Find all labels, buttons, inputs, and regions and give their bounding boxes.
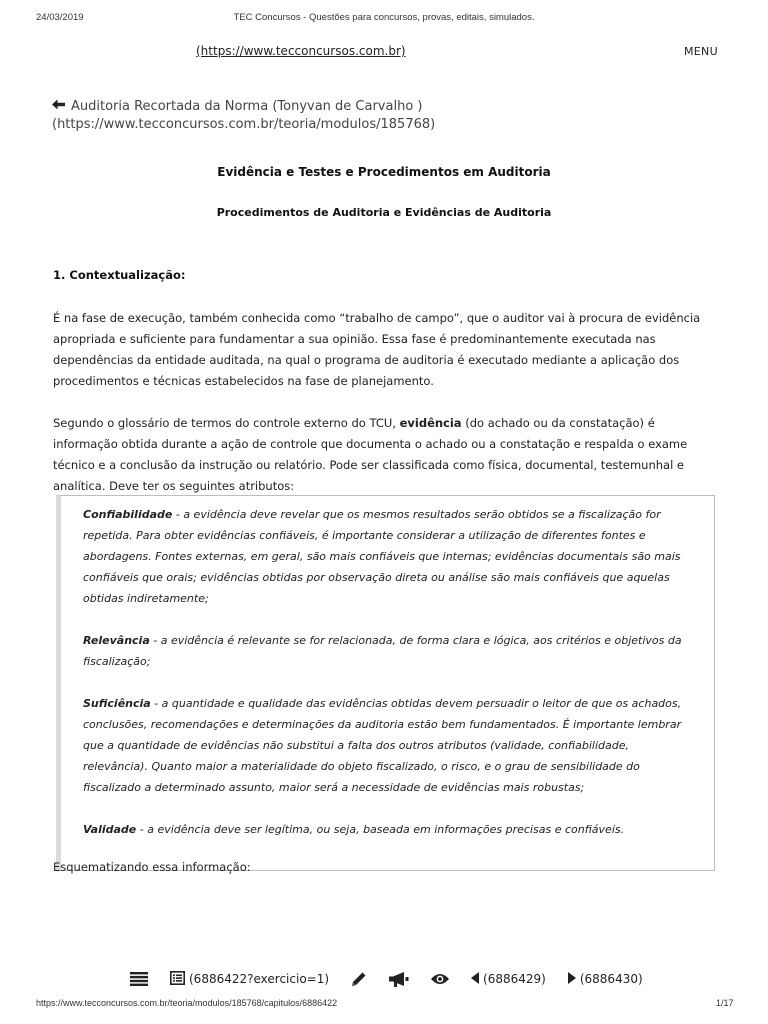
next-chapter-label[interactable]: (6886430) <box>579 972 643 986</box>
attribute-item <box>83 693 694 798</box>
breadcrumb-title[interactable]: Auditoria Recortada da Norma (Tonyvan de Carvalho ) <box>71 99 423 114</box>
paragraph-text: Segundo o glossário de termos do controle externo do TCU, <box>53 416 400 430</box>
menu-button[interactable]: MENU <box>684 45 718 58</box>
prev-chapter-link[interactable] <box>471 972 546 987</box>
attribute-term: Validade <box>83 823 137 836</box>
attribute-item <box>83 819 694 840</box>
megaphone-icon[interactable] <box>389 972 409 987</box>
attributes-blockquote <box>56 495 715 871</box>
attribute-term: Suficiência <box>83 697 151 710</box>
attribute-item <box>83 504 694 609</box>
chapter-toolbar <box>130 969 665 989</box>
attribute-term: Relevância <box>83 634 150 647</box>
list-icon[interactable] <box>130 972 148 986</box>
next-chapter-link[interactable] <box>568 972 643 987</box>
caret-left-icon[interactable] <box>471 972 479 987</box>
breadcrumb-url[interactable]: (https://www.tecconcursos.com.br/teoria/modulos/185768) <box>52 117 436 132</box>
page-title: Evidência e Testes e Procedimentos em Auditoria <box>217 165 551 179</box>
breadcrumb[interactable] <box>52 98 492 134</box>
attribute-text: - a evidência deve revelar que os mesmos resultados serão obtidos se a fiscalização for repetida. Para obter evidências confiáveis, é importante considerar a utilização de diferentes fontes e abordagens. Fontes externas, em geral, são mais confiáveis que internas; evidências documentais são mais confiáveis que orais; evidências obtidas por observação direta ou análise são mais confiáveis que aquelas obtidas indiretamente; <box>83 508 681 605</box>
attribute-text: - a evidência deve ser legítima, ou seja, baseada em informações precisas e confiáveis. <box>136 823 625 836</box>
footer-page-number: 1/17 <box>716 998 734 1008</box>
site-home-link[interactable]: (https://www.tecconcursos.com.br) <box>196 44 406 58</box>
footer-url: https://www.tecconcursos.com.br/teoria/modulos/185768/capitulos/6886422 <box>36 998 338 1008</box>
evidence-term: evidência <box>399 416 462 430</box>
pencil-icon[interactable] <box>351 971 367 987</box>
exercise-link[interactable] <box>170 971 329 988</box>
prev-chapter-label[interactable]: (6886429) <box>483 972 546 986</box>
print-header <box>0 12 768 26</box>
attribute-text: - a quantidade e qualidade das evidências obtidas devem persuadir o leitor de que os achados, conclusões, recomendações e determinações da auditoria estão bem fundamentados. É importante lembrar que a quantidade de evidências não substitui a falta dos outros atributos (validade, confiabilidade, relevância). Quanto maior a materialidade do objeto fiscalizado, o risco, e o grau de sensibilidade do fiscalizado a determinado assunto, maior será a necessidade de evidências mais robustas; <box>83 697 682 794</box>
exercise-list-icon[interactable] <box>170 971 185 988</box>
attribute-text: - a evidência é relevante se for relacionada, de forma clara e lógica, aos critérios e objetivos da fiscalização; <box>83 634 682 668</box>
schema-intro: Esquematizando essa informação: <box>53 860 251 874</box>
attribute-term: Confiabilidade <box>83 508 173 521</box>
back-arrow-icon[interactable] <box>52 98 65 116</box>
section-title: 1. Contextualização: <box>53 268 186 282</box>
eye-icon[interactable] <box>431 973 449 985</box>
page-subtitle: Procedimentos de Auditoria e Evidências de Auditoria <box>216 206 552 219</box>
caret-right-icon[interactable] <box>568 972 576 987</box>
exercise-link-label[interactable]: (6886422?exercicio=1) <box>189 972 330 986</box>
attribute-item <box>83 630 694 672</box>
print-title: TEC Concursos - Questões para concursos, provas, editais, simulados. <box>233 12 535 23</box>
paragraph-execution: É na fase de execução, também conhecida como “trabalho de campo”, que o auditor vai à procura de evidência apropriada e suficiente para fundamentar a sua opinião. Essa fase é predominantemente executada nas dependências da entidade auditada, na qual o programa de auditoria é executado mediante a aplicação dos procedimentos e técnicas estabelecidos na fase de planejamento. <box>53 311 701 388</box>
print-date: 24/03/2019 <box>36 12 84 23</box>
paragraph-evidence-definition <box>53 413 719 497</box>
paragraph-text: (do achado ou da constatação) é informação obtida durante a ação de controle que documenta o achado ou a constatação e respalda o exame técnico e a conclusão da instrução ou relatório. Pode ser classificada como física, documental, testemunhal e analítica. Deve ter os seguintes atributos: <box>53 416 688 493</box>
